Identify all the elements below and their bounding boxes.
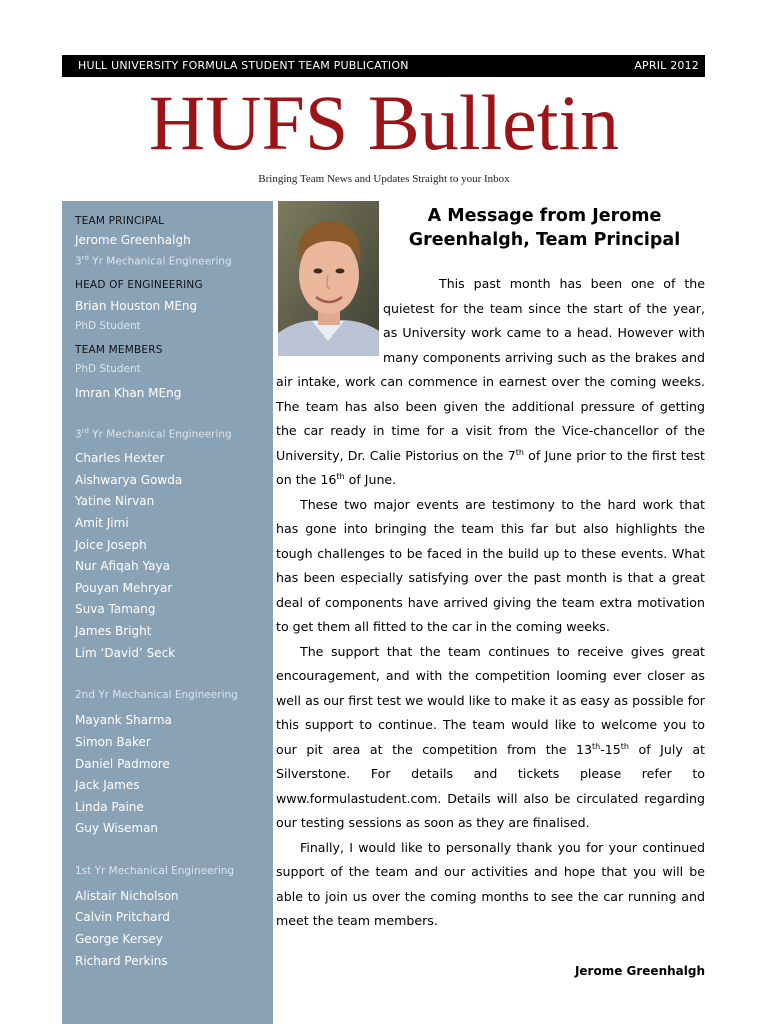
principal-year: 3rd Yr Mechanical Engineering: [75, 254, 232, 268]
member-name: Aishwarya Gowda: [75, 473, 183, 487]
masthead-title: HUFS Bulletin: [148, 79, 620, 166]
principal-heading: TEAM PRINCIPAL: [75, 215, 165, 227]
member-name: Amit Jimi: [75, 516, 129, 530]
member-name: Linda Paine: [75, 800, 144, 814]
team-members-heading: TEAM MEMBERS: [75, 344, 163, 356]
publication-banner: [62, 55, 705, 77]
member-name: Richard Perkins: [75, 954, 168, 968]
member-name: Nur Afiqah Yaya: [75, 559, 170, 573]
member-name: Yatine Nirvan: [75, 494, 155, 508]
member-name: Pouyan Mehryar: [75, 581, 173, 595]
issue-date: APRIL 2012: [634, 59, 699, 72]
principal-name: Jerome Greenhalgh: [75, 233, 191, 247]
head-of-engineering-heading: HEAD OF ENGINEERING: [75, 279, 203, 291]
article-paragraph: The support that the team continues to receive gives great encouragement, and with the competition looming ever closer as well as our first test we would like to make it as easy as possible for this support to continue. The team would like to welcome you to our pit area at the competition from the 13th-15th of July at Silverstone. For details and tickets please refer to www.formulastudent.com. Details will also be circulated regarding our testing sessions as soon as they are finalised.: [276, 643, 705, 830]
article-body: [276, 272, 705, 934]
member-name: Simon Baker: [75, 735, 151, 749]
article-headline: A Message from Jerome Greenhalgh, Team Principal: [408, 206, 681, 250]
member-name: Guy Wiseman: [75, 821, 159, 835]
member-name: George Kersey: [75, 932, 163, 946]
member-name: Alistair Nicholson: [75, 889, 179, 903]
member-name: Suva Tamang: [75, 602, 156, 616]
head-of-engineering-name: Brian Houston MEng: [75, 299, 198, 313]
third-year-group-label: 3rd Yr Mechanical Engineering: [75, 427, 232, 441]
head-of-engineering-role: PhD Student: [75, 320, 141, 332]
author-signature: Jerome Greenhalgh: [574, 964, 705, 978]
tagline: Bringing Team News and Updates Straight to your Inbox: [258, 173, 510, 185]
publication-name: HULL UNIVERSITY FORMULA STUDENT TEAM PUBLICATION: [78, 59, 409, 72]
member-name: Imran Khan MEng: [75, 386, 182, 400]
article-paragraph: These two major events are testimony to the hard work that has gone into bringing the team this far but also highlights the tough challenges to be faced in the build up to these events. What has been especially satisfying over the past month is that a great deal of components have arrived giving the team extra motivation to get them all fitted to the car in the coming weeks.: [276, 496, 705, 634]
member-name: Mayank Sharma: [75, 713, 172, 727]
article-paragraph: This past month has been one of the quietest for the team since the start of the year, as University work came to a head. However with many components arriving such as the brakes and air intake, work can commence in earnest over the coming weeks. The team has also been given the additional pressure of getting the car ready in time for a visit from the Vice-chancellor of the University, Dr. Calie Pistorius on the 7th of June prior to the first test on the 16th of June.: [276, 276, 705, 487]
member-name: Daniel Padmore: [75, 757, 170, 771]
team-roster-sidebar: [62, 201, 273, 1024]
article-paragraph: Finally, I would like to personally thank you for your continued support of the team and our activities and hope that you will be able to join us over the coming months to see the car running and meet the team members.: [276, 839, 705, 928]
member-name: Lim ‘David’ Seck: [75, 646, 176, 660]
member-name: Calvin Pritchard: [75, 910, 170, 924]
member-name: Joice Joseph: [75, 538, 147, 552]
member-name: James Bright: [75, 624, 152, 638]
member-name: Jack James: [75, 778, 140, 792]
second-year-group-label: 2nd Yr Mechanical Engineering: [75, 689, 238, 701]
phd-group-label: PhD Student: [75, 363, 141, 375]
member-name: Charles Hexter: [75, 451, 165, 465]
first-year-group-label: 1st Yr Mechanical Engineering: [75, 865, 235, 877]
